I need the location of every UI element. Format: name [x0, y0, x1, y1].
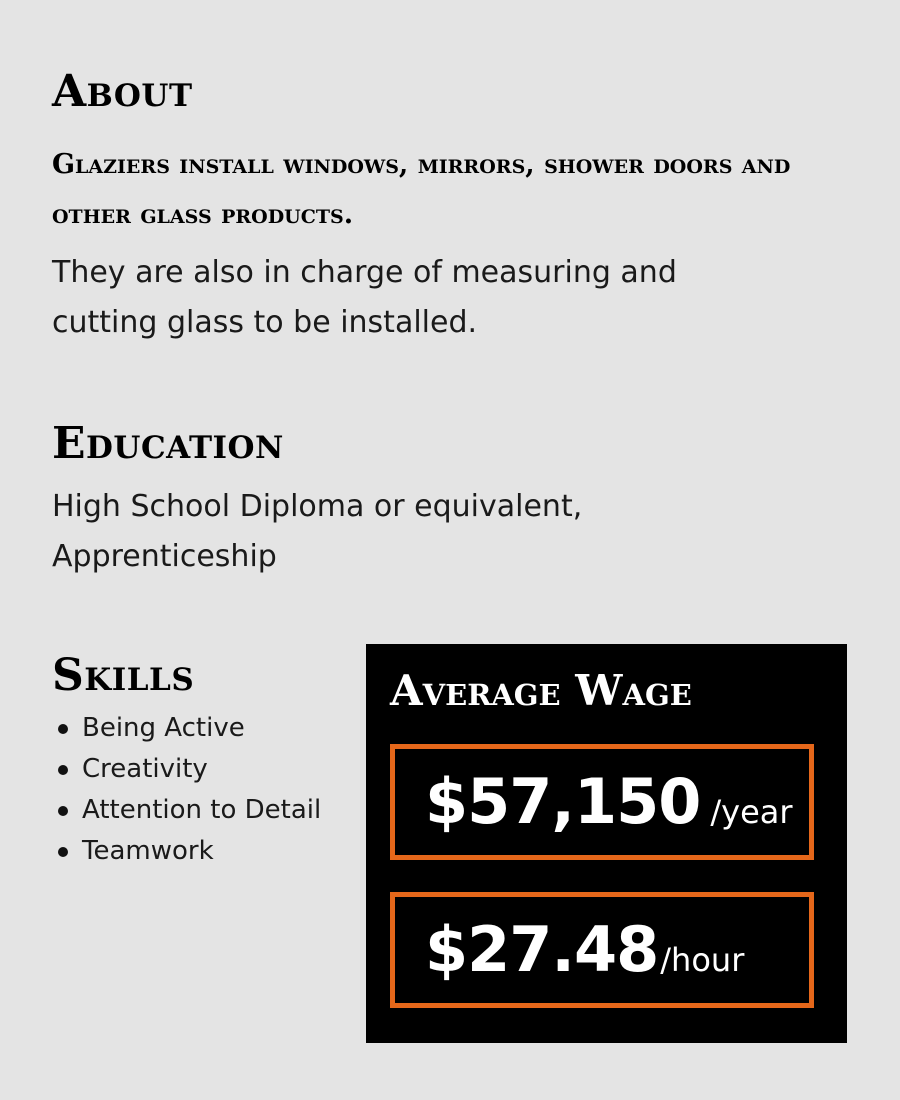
- yearly-wage-amount: $57,150: [425, 765, 701, 838]
- yearly-wage-box: [390, 744, 814, 860]
- about-body: They are also in charge of measuring and cutting glass to be installed.: [52, 255, 677, 340]
- skill-item: [58, 790, 321, 831]
- bullet-icon: [58, 847, 68, 857]
- skill-item: [58, 831, 321, 872]
- hourly-wage-amount: $27.48: [425, 913, 659, 986]
- hourly-wage-box: [390, 892, 814, 1008]
- skill-item: [58, 749, 321, 790]
- skill-label: Teamwork: [82, 836, 214, 866]
- bullet-icon: [58, 806, 68, 816]
- bullet-icon: [58, 765, 68, 775]
- bullet-icon: [58, 724, 68, 734]
- about-lead: Glaziers install windows, mirrors, shower doors and other glass products.: [52, 149, 791, 230]
- skills-list: [58, 708, 321, 872]
- education-body: High School Diploma or equivalent, Apprenticeship: [52, 489, 583, 574]
- about-heading: About: [52, 66, 193, 117]
- average-wage-panel: [366, 644, 847, 1043]
- average-wage-title: Average Wage: [390, 666, 692, 715]
- skill-label: Attention to Detail: [82, 795, 322, 825]
- education-heading: Education: [52, 418, 284, 469]
- yearly-wage-unit: /year: [710, 793, 793, 831]
- skill-label: Being Active: [82, 713, 245, 743]
- hourly-wage-unit: /hour: [660, 941, 745, 979]
- skill-item: [58, 708, 321, 749]
- skills-heading: Skills: [52, 650, 195, 701]
- skill-label: Creativity: [82, 754, 208, 784]
